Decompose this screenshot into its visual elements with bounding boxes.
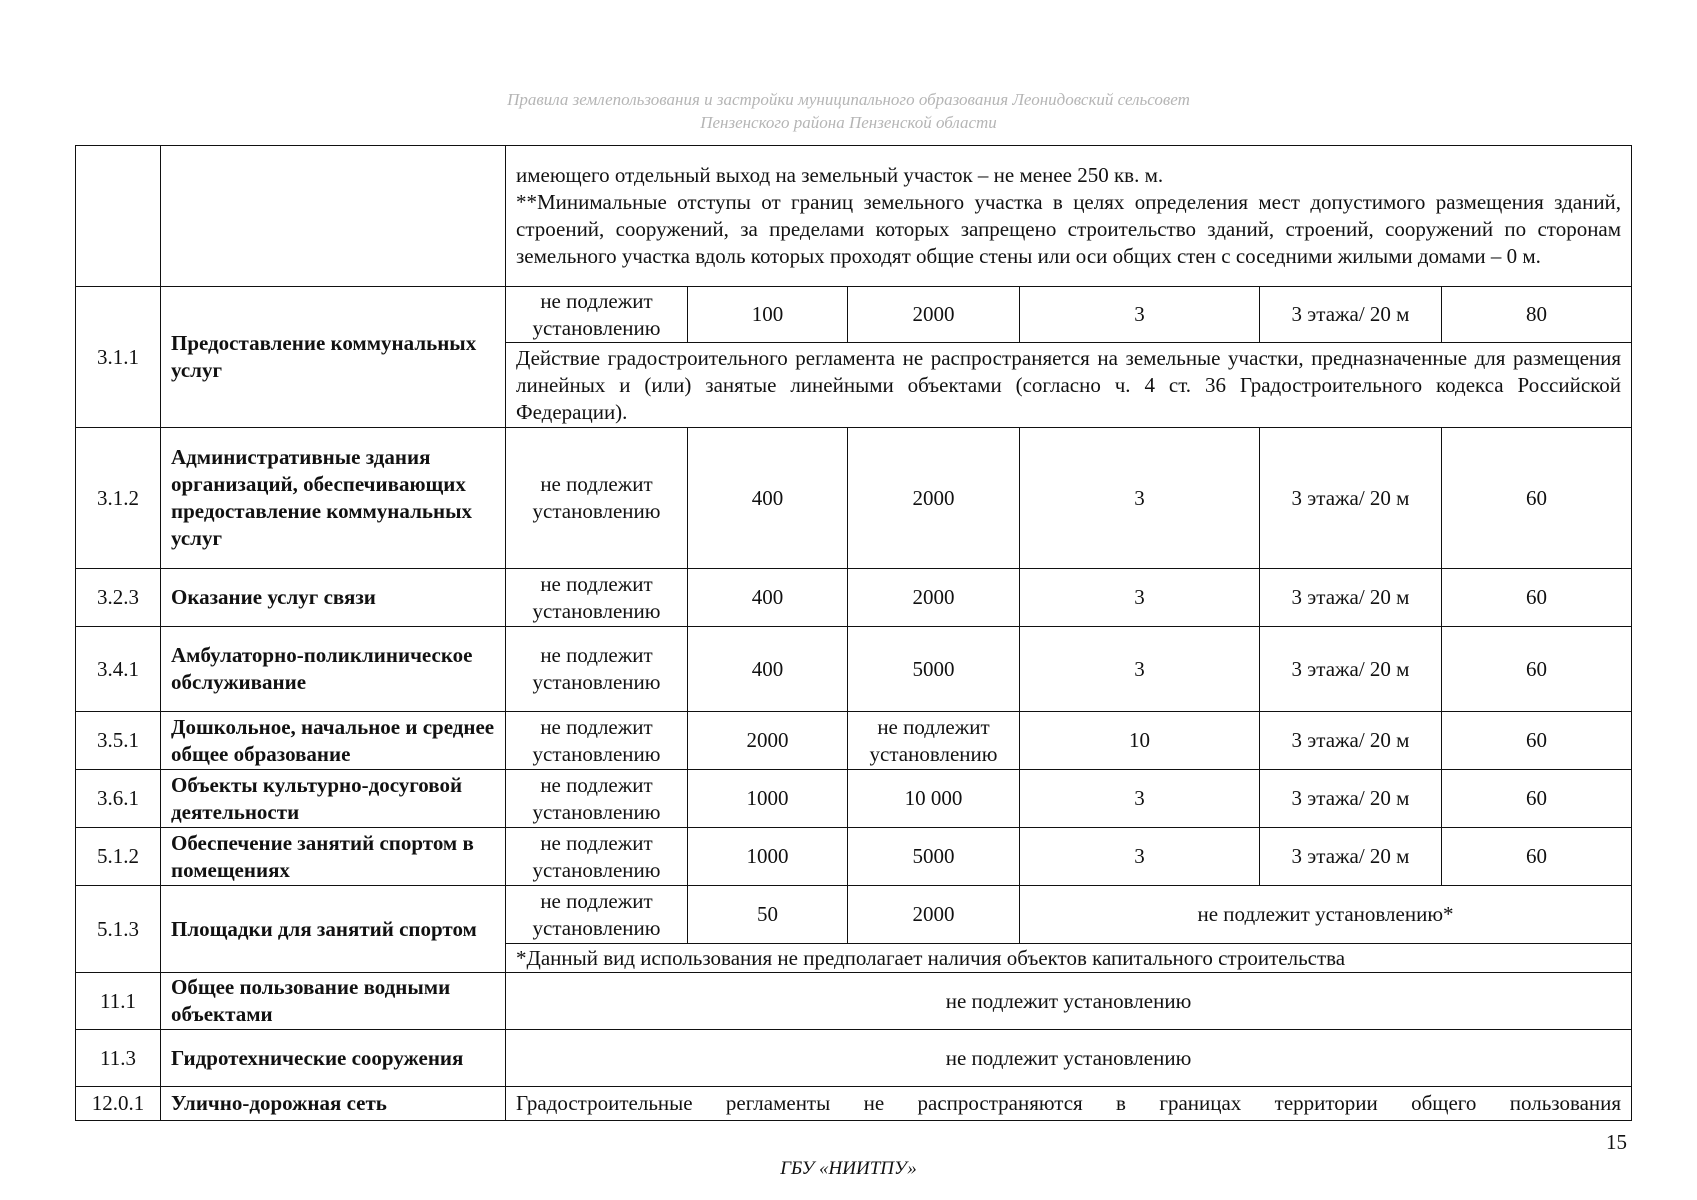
value-cell: не подлежит установлению (506, 770, 688, 828)
continuation-text (506, 146, 1632, 287)
code-cell: 3.6.1 (76, 770, 161, 828)
value-cell: 3 этажа/ 20 м (1260, 770, 1442, 828)
value-cell: 3 этажа/ 20 м (1260, 627, 1442, 712)
code-cell: 11.3 (76, 1030, 161, 1087)
code-cell: 3.2.3 (76, 569, 161, 627)
value-cell: 2000 (848, 569, 1020, 627)
merged-value-cell: не подлежит установлению* (1020, 886, 1632, 944)
value-cell: 3 (1020, 569, 1260, 627)
table-row (76, 828, 1632, 886)
code-cell: 3.5.1 (76, 712, 161, 770)
table-row (76, 886, 1632, 944)
merged-value-cell: Градостроительные регламенты не распространяются в границах территории общего пользования (506, 1087, 1632, 1121)
value-cell: 2000 (848, 287, 1020, 343)
table-row (76, 287, 1632, 343)
table-row (76, 973, 1632, 1030)
value-cell: не подлежит установлению (848, 712, 1020, 770)
table-row (76, 569, 1632, 627)
value-cell: 60 (1442, 569, 1632, 627)
name-cell: Объекты культурно-досуговой деятельности (161, 770, 506, 828)
continuation-line-1: имеющего отдельный выход на земельный участок – не менее 250 кв. м. (516, 163, 1164, 187)
name-cell: Предоставление коммунальных услуг (161, 287, 506, 428)
value-cell: 60 (1442, 627, 1632, 712)
note-cell: *Данный вид использования не предполагает наличия объектов капитального строительства (506, 944, 1632, 973)
value-cell: 60 (1442, 428, 1632, 569)
value-cell: 60 (1442, 770, 1632, 828)
value-cell: 10 000 (848, 770, 1020, 828)
code-cell: 3.1.2 (76, 428, 161, 569)
table-row (76, 770, 1632, 828)
name-cell: Обеспечение занятий спортом в помещениях (161, 828, 506, 886)
value-cell: 10 (1020, 712, 1260, 770)
code-cell: 5.1.3 (76, 886, 161, 973)
setback-note: **Минимальные отступы от границ земельного участка в целях определения мест допустимого размещения зданий, строений, сооружений, за пределами которых запрещено строительство зданий, строений, сооружений по сторонам земельного участка вдоль которых проходят общие стены или оси общих стен с соседними жилыми домами – 0 м. (516, 190, 1622, 268)
value-cell: 400 (688, 428, 848, 569)
table-row (76, 1030, 1632, 1087)
footer-organization: ГБУ «НИИТПУ» (780, 1158, 917, 1179)
running-header-line-2: Пензенского района Пензенской области (700, 113, 997, 132)
value-cell: 5000 (848, 828, 1020, 886)
value-cell: 400 (688, 627, 848, 712)
value-cell: 3 (1020, 287, 1260, 343)
value-cell: 5000 (848, 627, 1020, 712)
value-cell: не подлежит установлению (506, 712, 688, 770)
name-cell: Оказание услуг связи (161, 569, 506, 627)
value-cell: 3 (1020, 627, 1260, 712)
value-cell: 100 (688, 287, 848, 343)
name-cell: Общее пользование водными объектами (161, 973, 506, 1030)
value-cell: 2000 (848, 428, 1020, 569)
value-cell: 50 (688, 886, 848, 944)
value-cell: не подлежит установлению (506, 886, 688, 944)
value-cell: 60 (1442, 828, 1632, 886)
regulations-table (75, 145, 1632, 1121)
code-cell-empty (76, 146, 161, 287)
code-cell: 12.0.1 (76, 1087, 161, 1121)
running-header-line-1: Правила землепользования и застройки муниципального образования Леонидовский сельсовет (507, 90, 1190, 109)
merged-value-cell: не подлежит установлению (506, 1030, 1632, 1087)
table-row (76, 627, 1632, 712)
note-cell: Действие градостроительного регламента не распространяется на земельные участки, предназначенные для размещения линейных и (или) занятые линейными объектами (согласно ч. 4 ст. 36 Градостроительного кодекса Российской Федерации). (506, 343, 1632, 428)
merged-value-cell: не подлежит установлению (506, 973, 1632, 1030)
value-cell: 400 (688, 569, 848, 627)
code-cell: 5.1.2 (76, 828, 161, 886)
code-cell: 3.4.1 (76, 627, 161, 712)
value-cell: не подлежит установлению (506, 287, 688, 343)
table-row (76, 712, 1632, 770)
value-cell: 3 (1020, 770, 1260, 828)
value-cell: 1000 (688, 828, 848, 886)
table-row (76, 1087, 1632, 1121)
value-cell: не подлежит установлению (506, 428, 688, 569)
page-number: 15 (1606, 1130, 1627, 1154)
value-cell: 3 этажа/ 20 м (1260, 569, 1442, 627)
name-cell: Гидротехнические сооружения (161, 1030, 506, 1087)
name-cell: Площадки для занятий спортом (161, 886, 506, 973)
value-cell: 60 (1442, 712, 1632, 770)
name-cell: Дошкольное, начальное и среднее общее образование (161, 712, 506, 770)
value-cell: 80 (1442, 287, 1632, 343)
value-cell: 3 этажа/ 20 м (1260, 428, 1442, 569)
code-cell: 11.1 (76, 973, 161, 1030)
table-row (76, 428, 1632, 569)
name-cell-empty (161, 146, 506, 287)
value-cell: не подлежит установлению (506, 828, 688, 886)
value-cell: 3 этажа/ 20 м (1260, 712, 1442, 770)
code-cell: 3.1.1 (76, 287, 161, 428)
value-cell: 3 (1020, 428, 1260, 569)
value-cell: 2000 (848, 886, 1020, 944)
name-cell: Административные здания организаций, обеспечивающих предоставление коммунальных услуг (161, 428, 506, 569)
continuation-row (76, 146, 1632, 287)
value-cell: не подлежит установлению (506, 569, 688, 627)
value-cell: 3 этажа/ 20 м (1260, 287, 1442, 343)
value-cell: 1000 (688, 770, 848, 828)
value-cell: не подлежит установлению (506, 627, 688, 712)
value-cell: 3 (1020, 828, 1260, 886)
value-cell: 3 этажа/ 20 м (1260, 828, 1442, 886)
name-cell: Улично-дорожная сеть (161, 1087, 506, 1121)
name-cell: Амбулаторно-поликлиническое обслуживание (161, 627, 506, 712)
value-cell: 2000 (688, 712, 848, 770)
